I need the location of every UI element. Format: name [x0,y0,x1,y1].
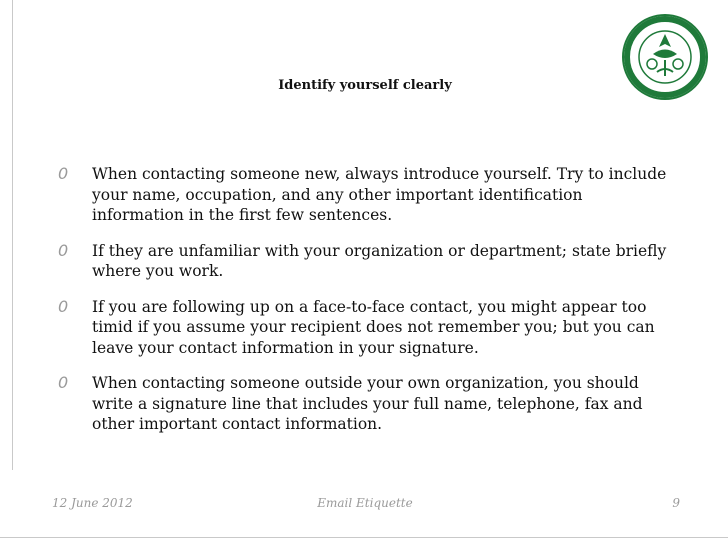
list-item [58,297,678,359]
footer-title: Email Etiquette [317,496,413,510]
bullet-marker: 0 [58,240,69,260]
bullet-text: When contacting someone outside your own organization, you should write a signature line that includes your full name, telephone, fax and other important contact information. [92,374,643,433]
page-number: 9 [672,496,680,510]
list-item [58,373,678,435]
slide-title: Identify yourself clearly [278,78,452,93]
footer-date: 12 June 2012 [52,496,133,510]
left-border-line [12,0,13,470]
bullet-marker: 0 [58,164,69,183]
list-item [58,164,678,226]
bullet-marker: 0 [58,296,69,316]
university-seal-icon [622,14,708,100]
bottom-border-line [0,537,728,538]
bullet-marker: 0 [58,373,69,392]
list-item [58,241,678,282]
bullet-text: When contacting someone new, always introduce yourself. Try to include your name, occupation, and any other important identification information in the first few sentences. [92,165,667,224]
bullet-list [58,164,678,450]
bullet-text: If you are following up on a face-to-face contact, you might appear too timid if you assume your recipient does not remember you; but you can leave your contact information in your signature. [92,297,655,357]
bullet-text: If they are unfamiliar with your organization or department; state briefly where you work. [92,241,667,280]
